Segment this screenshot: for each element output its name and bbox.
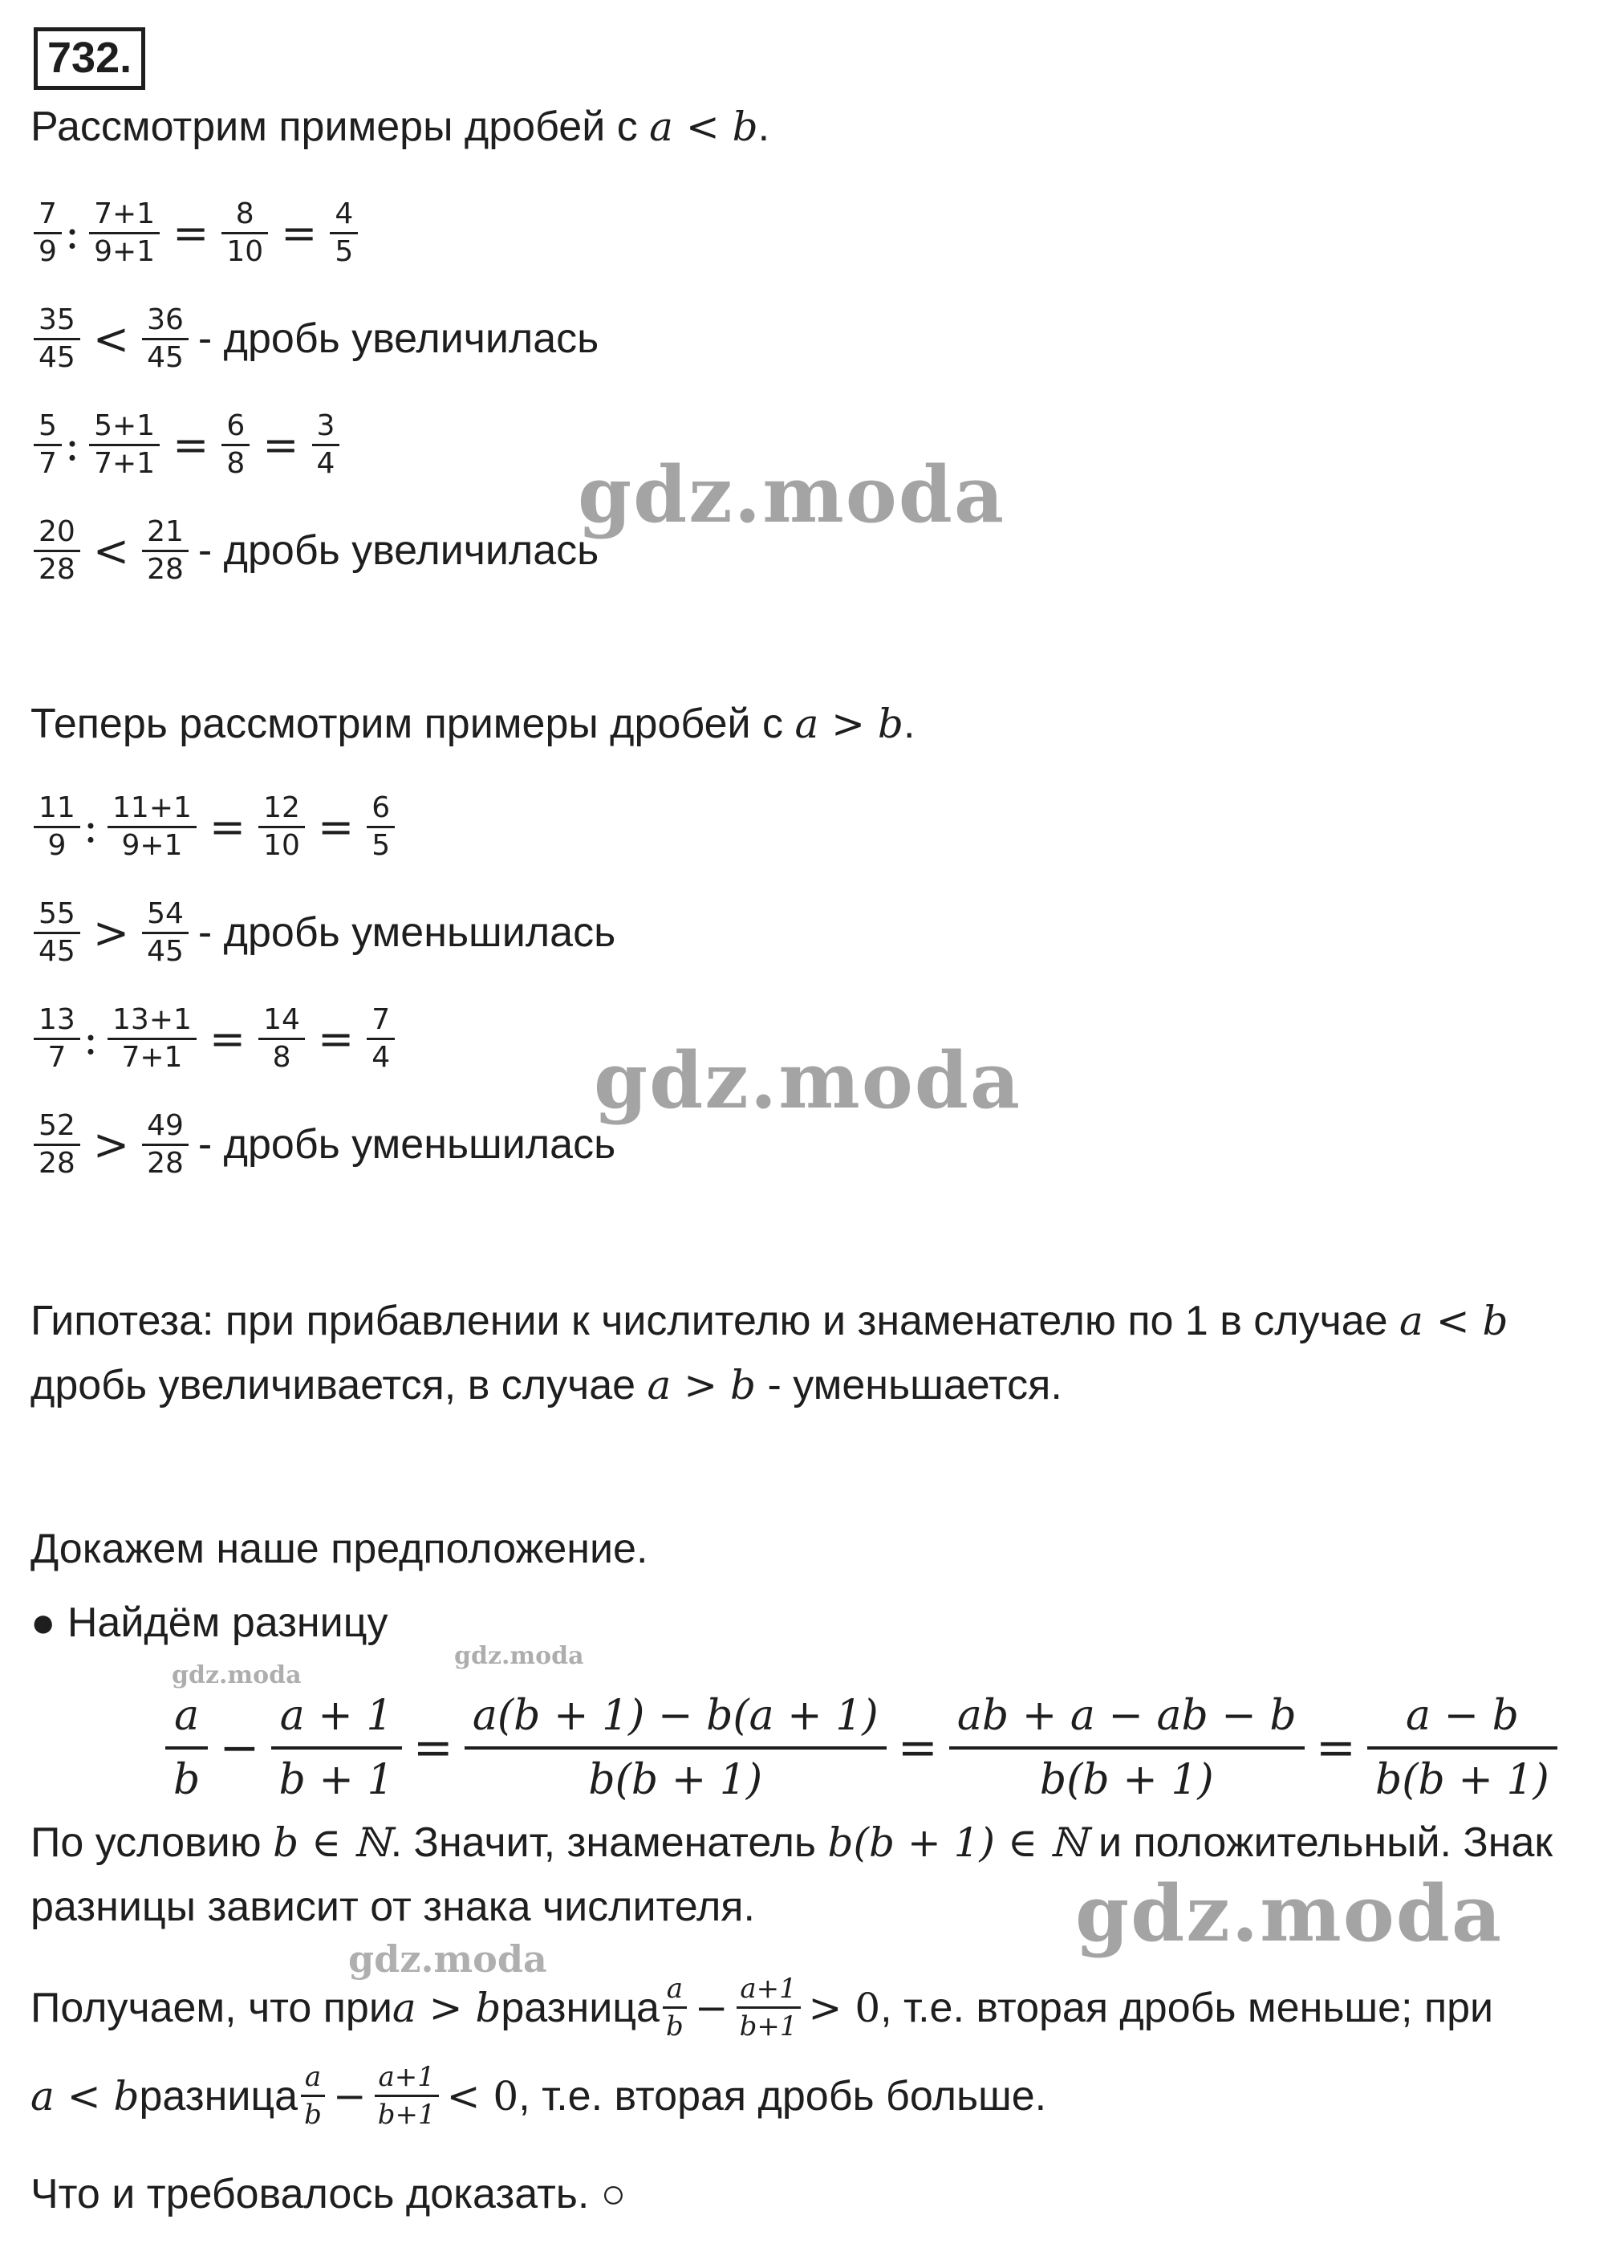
example-3: 11 9 : 11+1 9+1 = 12 10 = 6 5 bbox=[30, 770, 398, 883]
comparison-2: 20 28 < 21 28 - дробь увеличилась bbox=[30, 494, 599, 607]
watermark-medium: gdz.moda bbox=[348, 1937, 547, 1981]
watermark: gdz.moda bbox=[578, 449, 1006, 540]
result-line-1: Получаем, что при a > b разница a b − a+1 b+1 > 0 , т.е. вторая дробь меньше; при bbox=[30, 1973, 1494, 2042]
hypothesis-line-1: Гипотеза: при прибавлении к числителю и знаменателю по 1 в случае a < b bbox=[30, 1298, 1508, 1344]
watermark: gdz.moda bbox=[594, 1035, 1022, 1126]
qed-statement: Что и требовалось доказать. ○ bbox=[30, 2171, 627, 2217]
intro-greater: Теперь рассмотрим примеры дробей с a > b. bbox=[30, 701, 916, 747]
watermark: gdz.moda bbox=[1075, 1868, 1504, 1959]
comparison-1: 35 45 < 36 45 - дробь увеличилась bbox=[30, 282, 599, 395]
condition-line-1: По условию b ∈ ℕ. Значит, знаменатель b(b + 1) ∈ ℕ и положительный. Знак bbox=[30, 1819, 1553, 1866]
difference-formula: a b − a + 1 b + 1 = a(b + 1) − b(a + 1) b(b + 1) = ab + a − ab − b b(b + 1) = a − b b(b + 1) bbox=[160, 1685, 1562, 1811]
problem-number: 732. bbox=[34, 27, 145, 90]
example-4: 13 7 : 13+1 7+1 = 14 8 = 7 4 bbox=[30, 982, 398, 1095]
hypothesis-line-2: дробь увеличивается, в случае a > b - уменьшается. bbox=[30, 1362, 1062, 1408]
watermark-small: gdz.moda bbox=[172, 1661, 302, 1689]
comparison-3: 55 45 > 54 45 - дробь уменьшилась bbox=[30, 876, 615, 989]
example-2: 5 7 : 5+1 7+1 = 6 8 = 3 4 bbox=[30, 388, 343, 501]
result-line-2: a < b разница a b − a+1 b+1 < 0 , т.е. вторая дробь больше. bbox=[30, 2061, 1047, 2131]
comparison-4: 52 28 > 49 28 - дробь уменьшилась bbox=[30, 1088, 615, 1201]
example-1: 7 9 : 7+1 9+1 = 8 10 = 4 5 bbox=[30, 177, 361, 289]
condition-line-2: разницы зависит от знака числителя. bbox=[30, 1884, 755, 1930]
watermark-small: gdz.moda bbox=[454, 1642, 584, 1670]
intro-less: Рассмотрим примеры дробей с a < b. bbox=[30, 104, 770, 150]
bullet-difference: ● Найдём разницу bbox=[30, 1599, 388, 1646]
prove-statement: Докажем наше предположение. bbox=[30, 1526, 648, 1572]
